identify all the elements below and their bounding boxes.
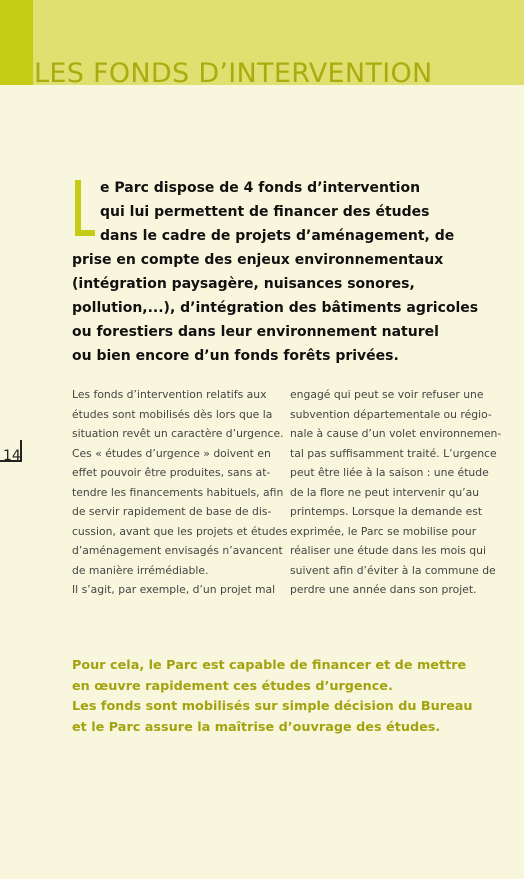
body-line: effet pouvoir être produites, sans at-: [72, 466, 271, 479]
body-line: cussion, avant que les projets et études: [72, 524, 288, 538]
body-line: situation revêt un caractère d’urgence.: [72, 427, 284, 440]
body-line: exprimée, le Parc se mobilise pour: [290, 524, 477, 538]
conclusion-line: Les fonds sont mobilisés sur simple décision du Bureau: [72, 699, 473, 714]
body-line: suivent afin d’éviter à la commune de: [290, 563, 496, 577]
conclusion-paragraph: [72, 656, 472, 738]
body-line: nale à cause d’un volet environnemen-: [290, 427, 502, 440]
intro-line: e Parc dispose de 4 fonds d’intervention: [100, 180, 421, 196]
header-accent-tab: [0, 0, 33, 85]
body-line: engagé qui peut se voir refuser une: [290, 388, 484, 401]
intro-line: dans le cadre de projets d’aménagement, de: [100, 228, 455, 244]
body-line: d’aménagement envisagés n’avancent: [72, 544, 283, 557]
intro-line: ou forestiers dans leur environnement naturel: [72, 324, 439, 340]
page-number: 14: [3, 448, 21, 464]
body-line: de manière irrémédiable.: [72, 563, 209, 577]
body-line: perdre une année dans son projet.: [290, 583, 477, 596]
body-column-left: [72, 385, 288, 600]
conclusion-line: en œuvre rapidement ces études d’urgence.: [72, 678, 393, 694]
header-band: [0, 0, 524, 90]
body-column-right: [290, 385, 502, 600]
body-line: études sont mobilisés dès lors que la: [72, 407, 273, 421]
body-line: tal pas suffisamment traité. L’urgence: [290, 446, 497, 460]
body-line: tendre les financements habituels, afin: [72, 485, 284, 499]
body-line: printemps. Lorsque la demande est: [290, 505, 483, 518]
intro-line: prise en compte des enjeux environnementaux: [72, 252, 444, 268]
intro-line: ou bien encore d’un fonds forêts privées.: [72, 348, 399, 364]
body-line: Ces « études d’urgence » doivent en: [72, 446, 271, 460]
body-line: de servir rapidement de base de dis-: [72, 505, 272, 518]
body-line: réaliser une étude dans les mois qui: [290, 544, 486, 557]
body-line: Les fonds d’intervention relatifs aux: [72, 388, 267, 401]
body-line: de la flore ne peut intervenir qu’au: [290, 485, 480, 499]
body-line: Il s’agit, par exemple, d’un projet mal: [72, 583, 276, 596]
intro-line: (intégration paysagère, nuisances sonores,: [72, 276, 415, 292]
intro-line: pollution,...), d’intégration des bâtiments agricoles: [72, 300, 479, 316]
intro-paragraph: [72, 176, 479, 368]
intro-line: qui lui permettent de financer des études: [100, 204, 430, 220]
conclusion-line: et le Parc assure la maîtrise d’ouvrage des études.: [72, 719, 441, 735]
conclusion-line: Pour cela, le Parc est capable de financer et de mettre: [72, 658, 467, 673]
body-line: peut être liée à la saison : une étude: [290, 466, 489, 479]
page-title: LES FONDS D’INTERVENTION: [34, 58, 433, 90]
body-line: subvention départementale ou régio-: [290, 407, 492, 421]
